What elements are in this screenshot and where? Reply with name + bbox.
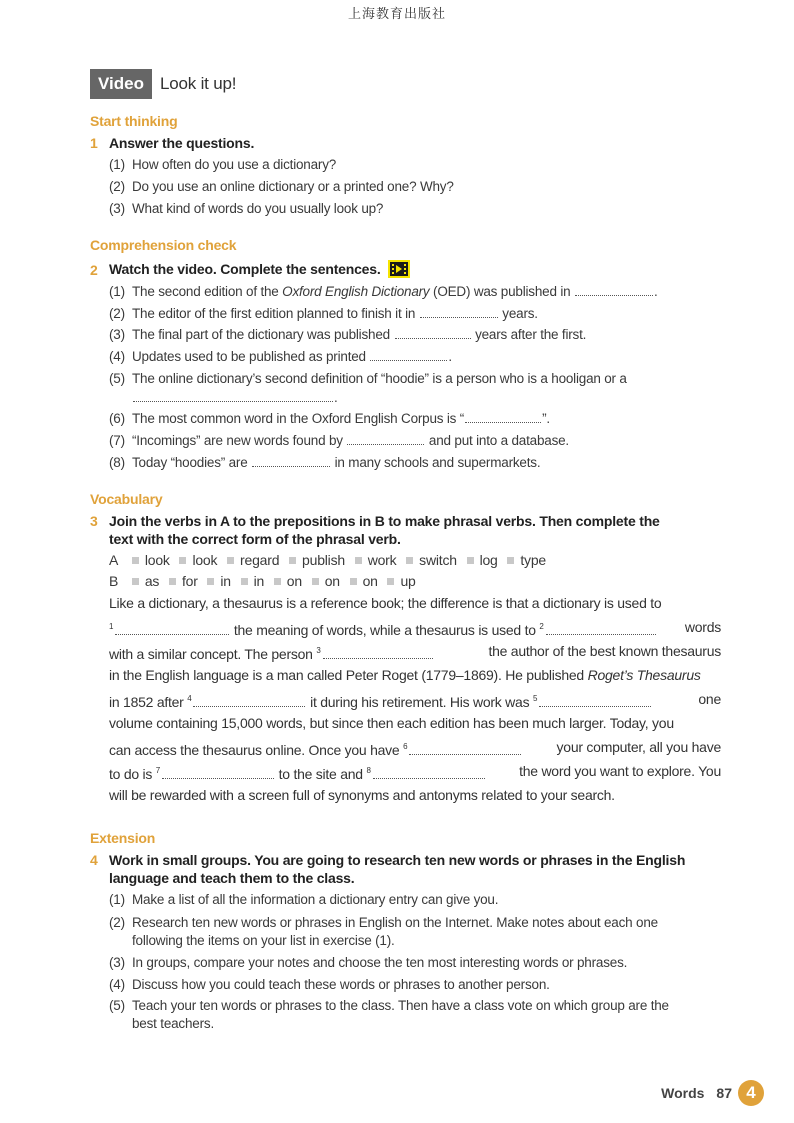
paragraph-line <box>109 711 721 735</box>
paragraph-text: the meaning of words, while a thesaurus is used to <box>233 622 536 638</box>
question-text-line: language and teach them to the class. <box>109 870 355 886</box>
bullet-square-icon <box>507 557 514 564</box>
item-text: “Incomings” are new words found by <box>132 433 347 448</box>
answer-blank[interactable] <box>546 622 656 635</box>
item-text: and put into a database. <box>425 433 569 448</box>
unit-title: Words <box>661 1085 705 1101</box>
answer-blank[interactable] <box>162 766 274 779</box>
thesaurus-paragraph <box>109 591 721 807</box>
paragraph-line <box>109 735 721 759</box>
bullet-square-icon <box>406 557 413 564</box>
verb-list-a <box>109 552 546 568</box>
item-title-italic: Oxford English Dictionary <box>282 284 430 299</box>
question-number: 3 <box>90 513 98 529</box>
paragraph-text: in 1852 after <box>109 694 184 710</box>
paragraph-text: one <box>698 691 721 707</box>
answer-blank[interactable] <box>133 389 333 402</box>
lesson-title-text: Look it up! <box>159 74 237 93</box>
item-text: What kind of words do you usually look up? <box>132 201 384 216</box>
bullet-square-icon <box>289 557 296 564</box>
question-text: Answer the questions. <box>109 135 255 151</box>
blank-number: 7 <box>155 766 160 775</box>
paragraph-text: to do is <box>109 766 153 782</box>
paragraph-text: your computer, all you have <box>556 739 721 755</box>
word-chip: look <box>192 552 218 568</box>
paragraph-line <box>109 639 721 663</box>
word-chip: on <box>324 573 340 589</box>
list-item <box>109 976 550 994</box>
question-3 <box>90 512 660 548</box>
item-text: Updates used to be published as printed <box>132 349 370 364</box>
item-index: (2) <box>109 306 125 321</box>
page-footer <box>661 1080 764 1106</box>
blank-number: 4 <box>187 694 192 703</box>
bullet-square-icon <box>132 578 139 585</box>
question-number: 4 <box>90 852 98 868</box>
word-chip: on <box>362 573 378 589</box>
item-index: (1) <box>109 892 125 907</box>
paragraph-text: can access the thesaurus online. Once you have <box>109 742 400 758</box>
item-text: The editor of the first edition planned to finish it in <box>132 306 419 321</box>
section-comprehension-check: Comprehension check <box>90 237 237 253</box>
video-film-icon[interactable] <box>388 260 410 282</box>
word-chip: work <box>367 552 397 568</box>
item-index: (2) <box>109 179 125 194</box>
list-item <box>109 954 627 972</box>
question-number: 2 <box>90 262 98 278</box>
bullet-square-icon <box>227 557 234 564</box>
item-text: . <box>448 349 452 364</box>
word-chip: in <box>220 573 231 589</box>
blank-number: 8 <box>366 766 371 775</box>
blank-number: 2 <box>539 622 544 631</box>
question-text-line: Join the verbs in A to the prepositions in B to make phrasal verbs. Then complete the <box>109 513 660 529</box>
lesson-title <box>90 69 236 99</box>
item-text: Make a list of all the information a dictionary entry can give you. <box>132 892 499 907</box>
word-chip: regard <box>240 552 280 568</box>
bullet-square-icon <box>132 557 139 564</box>
bullet-square-icon <box>312 578 319 585</box>
bullet-square-icon <box>179 557 186 564</box>
answer-blank[interactable] <box>347 432 424 445</box>
item-text: The online dictionary’s second definition of “hoodie” is a person who is a hooligan or a <box>132 371 627 386</box>
paragraph-text: volume containing 15,000 words, but since then each edition has been much larger. Today, you <box>109 715 674 731</box>
list-item <box>109 348 452 366</box>
blank-number: 6 <box>403 742 408 751</box>
word-chip: log <box>479 552 498 568</box>
item-text: best teachers. <box>132 1016 214 1031</box>
list-item <box>109 305 538 323</box>
paragraph-text: words <box>684 619 721 635</box>
word-chip: publish <box>302 552 345 568</box>
question-text: Watch the video. Complete the sentences. <box>109 261 381 277</box>
list-item <box>109 156 336 174</box>
paragraph-text: to the site and <box>278 766 363 782</box>
answer-blank[interactable] <box>465 410 541 423</box>
list-item <box>109 454 540 472</box>
book-title-italic: Roget’s Thesaurus <box>587 667 701 683</box>
word-chip: for <box>181 573 198 589</box>
item-index: (1) <box>109 284 125 299</box>
list-label-a: A <box>109 552 119 568</box>
word-chip: type <box>520 552 547 568</box>
question-text-line: text with the correct form of the phrasal verb. <box>109 531 401 547</box>
bullet-square-icon <box>387 578 394 585</box>
item-index: (8) <box>109 455 125 470</box>
chapter-badge: 4 <box>738 1080 764 1106</box>
answer-blank[interactable] <box>409 742 521 755</box>
page-number: 87 <box>716 1085 732 1101</box>
paragraph-text: will be rewarded with a screen full of synonyms and antonyms related to your search. <box>109 787 615 803</box>
paragraph-line <box>109 615 721 639</box>
paragraph-line <box>109 663 721 687</box>
item-index: (4) <box>109 977 125 992</box>
answer-blank[interactable] <box>323 646 433 659</box>
item-text: The second edition of the <box>132 284 283 299</box>
list-item <box>109 326 586 344</box>
paragraph-line <box>109 687 721 711</box>
bullet-square-icon <box>241 578 248 585</box>
question-text <box>109 851 685 887</box>
item-text: following the items on your list in exercise (1). <box>132 933 395 948</box>
question-2 <box>90 260 410 282</box>
answer-blank[interactable] <box>252 454 330 467</box>
paragraph-text: it during his retirement. His work was <box>310 694 530 710</box>
list-item <box>109 914 658 950</box>
list-item <box>109 283 658 301</box>
list-item <box>109 410 550 428</box>
paragraph-line <box>109 783 721 807</box>
section-extension: Extension <box>90 830 156 846</box>
item-index: (2) <box>109 915 125 930</box>
bullet-square-icon <box>169 578 176 585</box>
list-item <box>109 891 498 909</box>
item-text: Discuss how you could teach these words or phrases to another person. <box>132 977 550 992</box>
answer-blank[interactable] <box>193 694 305 707</box>
item-index: (7) <box>109 433 125 448</box>
item-index: (6) <box>109 411 125 426</box>
question-text-line: Work in small groups. You are going to research ten new words or phrases in the English <box>109 852 686 868</box>
item-text: . <box>334 390 338 405</box>
video-badge: Video <box>90 69 152 99</box>
item-text: In groups, compare your notes and choose the ten most interesting words or phrases. <box>132 955 628 970</box>
item-index: (5) <box>109 371 125 386</box>
item-index: (3) <box>109 327 125 342</box>
bullet-square-icon <box>274 578 281 585</box>
paragraph-text: the word you want to explore. You <box>519 763 721 779</box>
item-index: (1) <box>109 157 125 172</box>
answer-blank[interactable] <box>373 766 485 779</box>
paragraph-text: with a similar concept. The person <box>109 646 313 662</box>
question-text <box>109 512 660 548</box>
answer-blank[interactable] <box>115 622 229 635</box>
item-text: years. <box>498 306 538 321</box>
list-item <box>109 997 669 1033</box>
word-chip: look <box>144 552 170 568</box>
bullet-square-icon <box>207 578 214 585</box>
list-item-continuation <box>132 389 338 407</box>
item-text: How often do you use a dictionary? <box>132 157 337 172</box>
item-text: (OED) was published in <box>429 284 574 299</box>
section-start-thinking: Start thinking <box>90 113 178 129</box>
answer-blank[interactable] <box>420 305 498 318</box>
item-text: Today “hoodies” are <box>132 455 252 470</box>
answer-blank[interactable] <box>539 694 651 707</box>
answer-blank[interactable] <box>370 348 447 361</box>
item-index: (4) <box>109 349 125 364</box>
list-item <box>109 178 454 196</box>
item-text: in many schools and supermarkets. <box>331 455 541 470</box>
item-text: years after the first. <box>471 327 587 342</box>
item-text: Teach your ten words or phrases to the class. Then have a class vote on which group are the <box>132 998 669 1013</box>
paragraph-text: in the English language is a man called Peter Roget (1779–1869). He published <box>109 667 588 683</box>
bullet-square-icon <box>467 557 474 564</box>
item-text: Do you use an online dictionary or a printed one? Why? <box>132 179 454 194</box>
word-chip: on <box>286 573 302 589</box>
item-text: ”. <box>542 411 550 426</box>
paragraph-line <box>109 591 721 615</box>
word-chip: as <box>144 573 160 589</box>
item-text: . <box>653 284 658 299</box>
list-item <box>109 370 627 388</box>
blank-number: 3 <box>316 646 321 655</box>
list-item <box>109 200 383 218</box>
answer-blank[interactable] <box>395 326 471 339</box>
item-text: Research ten new words or phrases in English on the Internet. Make notes about each one <box>132 915 658 930</box>
publisher-header: 上海教育出版社 <box>347 7 446 22</box>
word-chip: in <box>253 573 265 589</box>
word-chip: up <box>400 573 416 589</box>
item-index: (3) <box>109 955 125 970</box>
item-index: (3) <box>109 201 125 216</box>
list-label-b: B <box>109 573 119 589</box>
paragraph-text: Like a dictionary, a thesaurus is a reference book; the difference is that a dictionary is used to <box>109 595 662 611</box>
question-1 <box>90 134 254 152</box>
section-vocabulary: Vocabulary <box>90 491 163 507</box>
question-4 <box>90 851 685 887</box>
item-text: The final part of the dictionary was published <box>132 327 394 342</box>
word-chip: switch <box>419 552 457 568</box>
question-number: 1 <box>90 135 98 151</box>
item-text: The most common word in the Oxford English Corpus is “ <box>132 411 465 426</box>
blank-number: 5 <box>532 694 538 703</box>
paragraph-text: the author of the best known thesaurus <box>488 643 721 659</box>
list-item <box>109 432 569 450</box>
blank-number: 1 <box>109 622 114 631</box>
answer-blank[interactable] <box>575 283 653 296</box>
paragraph-line <box>109 759 721 783</box>
preposition-list-b <box>109 573 416 589</box>
bullet-square-icon <box>355 557 362 564</box>
bullet-square-icon <box>350 578 357 585</box>
item-index: (5) <box>109 998 125 1013</box>
